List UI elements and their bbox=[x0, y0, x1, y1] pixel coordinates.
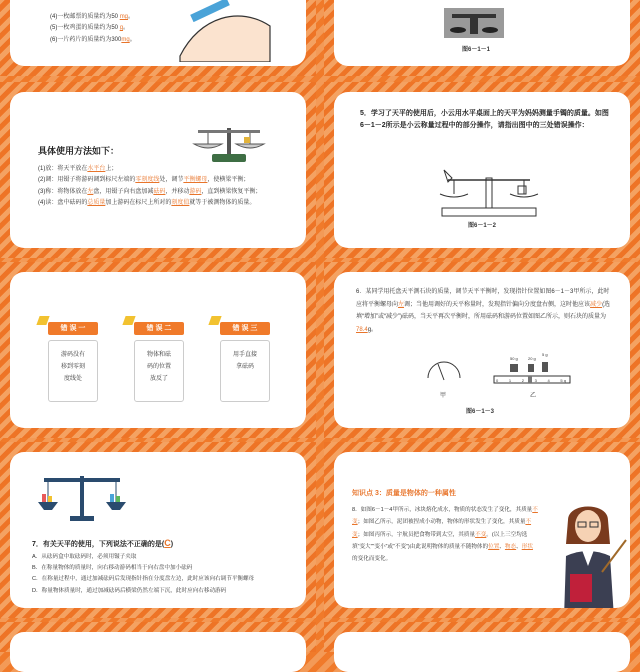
slide-3 bbox=[0, 82, 316, 258]
ruler-ticks: 0 1 2 3 4 5 g bbox=[496, 378, 566, 383]
slide-5 bbox=[0, 262, 316, 438]
slide-6 bbox=[324, 262, 640, 438]
slide-5-card bbox=[10, 272, 306, 428]
step-3: (3)称：将物体放在左盘，用镊子向右盘加减砝码，并移动游码，直到横梁恢复平衡； bbox=[38, 188, 262, 195]
slide-10 bbox=[324, 622, 640, 652]
slide-2 bbox=[324, 0, 640, 76]
line-4: (4)一枚邮票的质量约为50 mg。 bbox=[50, 14, 135, 20]
question-5: 5．学习了天平的使用后，小云用水平桌面上的天平为妈妈测量手镯的质量。如图6－1－2所示是小云称量过程中的部分操作，请指出图中的三处错误操作： bbox=[360, 110, 609, 129]
slide-8 bbox=[324, 442, 640, 618]
weight-label-5g: 5 g bbox=[542, 352, 548, 357]
option-b: B．在称量物体的质量时，向右移动游码相当于向右盘中加小砝码 bbox=[32, 565, 193, 572]
error-1-box: 游码没有 移到零刻 度线处 bbox=[48, 340, 98, 402]
slide-2-card bbox=[334, 0, 630, 66]
slide-3-card bbox=[10, 92, 306, 248]
label-yi: 乙 bbox=[530, 393, 537, 399]
question-7-options bbox=[32, 552, 302, 597]
balance-scale-illustration bbox=[36, 472, 128, 522]
slide-1 bbox=[0, 0, 316, 76]
slide-7 bbox=[0, 442, 316, 618]
question-7: 7．有关天平的使用，下列说法不正确的是(C) bbox=[32, 538, 174, 548]
label-jia: 甲 bbox=[440, 393, 447, 399]
weight-label-50g: 50 g bbox=[510, 356, 518, 361]
slide-6-card bbox=[334, 272, 630, 428]
slide-8-card bbox=[334, 452, 630, 608]
figure-6-1-2-caption: 图6－1－2 bbox=[468, 223, 497, 229]
slide-4 bbox=[324, 82, 640, 258]
slide-4-card bbox=[334, 92, 630, 248]
hand-writing-illustration bbox=[170, 0, 280, 62]
error-3-box: 用手直接 拿砝码 bbox=[220, 340, 270, 402]
error-3-label: 错 误 三 bbox=[220, 322, 270, 335]
step-1: (1)放：将天平放在水平台上； bbox=[38, 166, 118, 172]
step-4: (4)读：盘中砝码的总质量加上游码在标尺上所对的刻度值就等于被测物体的质量。 bbox=[38, 200, 256, 207]
option-c: C．在称量过程中，通过加减砝码后发现指针指在分度盘左边，此时应该向右调节平衡螺母 bbox=[32, 576, 255, 583]
knowledge-point-3: 知识点 3：质量是物体的一种属性 bbox=[352, 490, 456, 497]
slide-7-card bbox=[10, 452, 306, 608]
figure-6-1-3-caption: 图6－1－3 bbox=[466, 409, 495, 415]
dial-figure-jia bbox=[424, 356, 464, 384]
slide-9 bbox=[0, 622, 316, 652]
balance-figure-6-1-2 bbox=[434, 164, 544, 218]
teacher-illustration bbox=[550, 500, 628, 608]
option-d: D．称量物体质量时，通过加减砝码后横梁仍然左端下沉，此时应向右移动游码 bbox=[32, 587, 227, 594]
balance-photo bbox=[444, 8, 504, 38]
question-8: 8．如图6－1－4甲所示，冰块熔化成水，物质的状态发生了变化，其质量不变；如图乙所示，泥团被捏成小动物，物体的形状发生了变化，其质量不变；如图丙所示，宇航员把食物带到太空，其质量不变。(以上三空均选填“变大”“变小”或“不变”)由此说明物体的质量不随物体的位置、物态、形状的变化而变化。 bbox=[352, 507, 538, 563]
error-2-label: 错 误 二 bbox=[134, 322, 184, 335]
step-2: (2)调：用镊子将游码调到标尺左端的零刻度线处，调节平衡螺母，使横梁平衡； bbox=[38, 177, 250, 184]
slide-10-card bbox=[334, 632, 630, 672]
weight-label-20g: 20 g bbox=[528, 356, 536, 361]
usage-steps bbox=[38, 164, 306, 210]
usage-heading: 具体使用方法如下： bbox=[38, 146, 120, 156]
question-6: 6．某同学用托盘天平测石块的质量，调节天平平衡时，发现指针位置如图6－1－3甲所示，此时应将平衡螺母向左调；当他用调好的天平称量时，发现指针偏向分度盘右侧，这时他应该减少(选填“增加”或“减少”)砝码，当天平再次平衡时，所用砝码和游码位置如图乙所示，则石块的质量为78.4g。 bbox=[356, 289, 611, 333]
slide-9-card bbox=[10, 632, 306, 672]
slide-1-card bbox=[10, 0, 306, 66]
option-a: A．从砝码盒中取砝码时，必须用镊子夹取 bbox=[32, 554, 137, 560]
error-2-box: 物体和砝 码的位置 放反了 bbox=[134, 340, 184, 402]
balance-icon bbox=[192, 122, 266, 164]
line-5: (5)一枚鸡蛋的质量约为50 g。 bbox=[50, 25, 130, 32]
line-6: (6)一片药片的质量约为300mg。 bbox=[50, 36, 136, 43]
error-1-label: 错 误 一 bbox=[48, 322, 98, 335]
figure-6-1-1-caption: 图6－1－1 bbox=[462, 47, 491, 53]
slide-1-text bbox=[50, 12, 136, 46]
